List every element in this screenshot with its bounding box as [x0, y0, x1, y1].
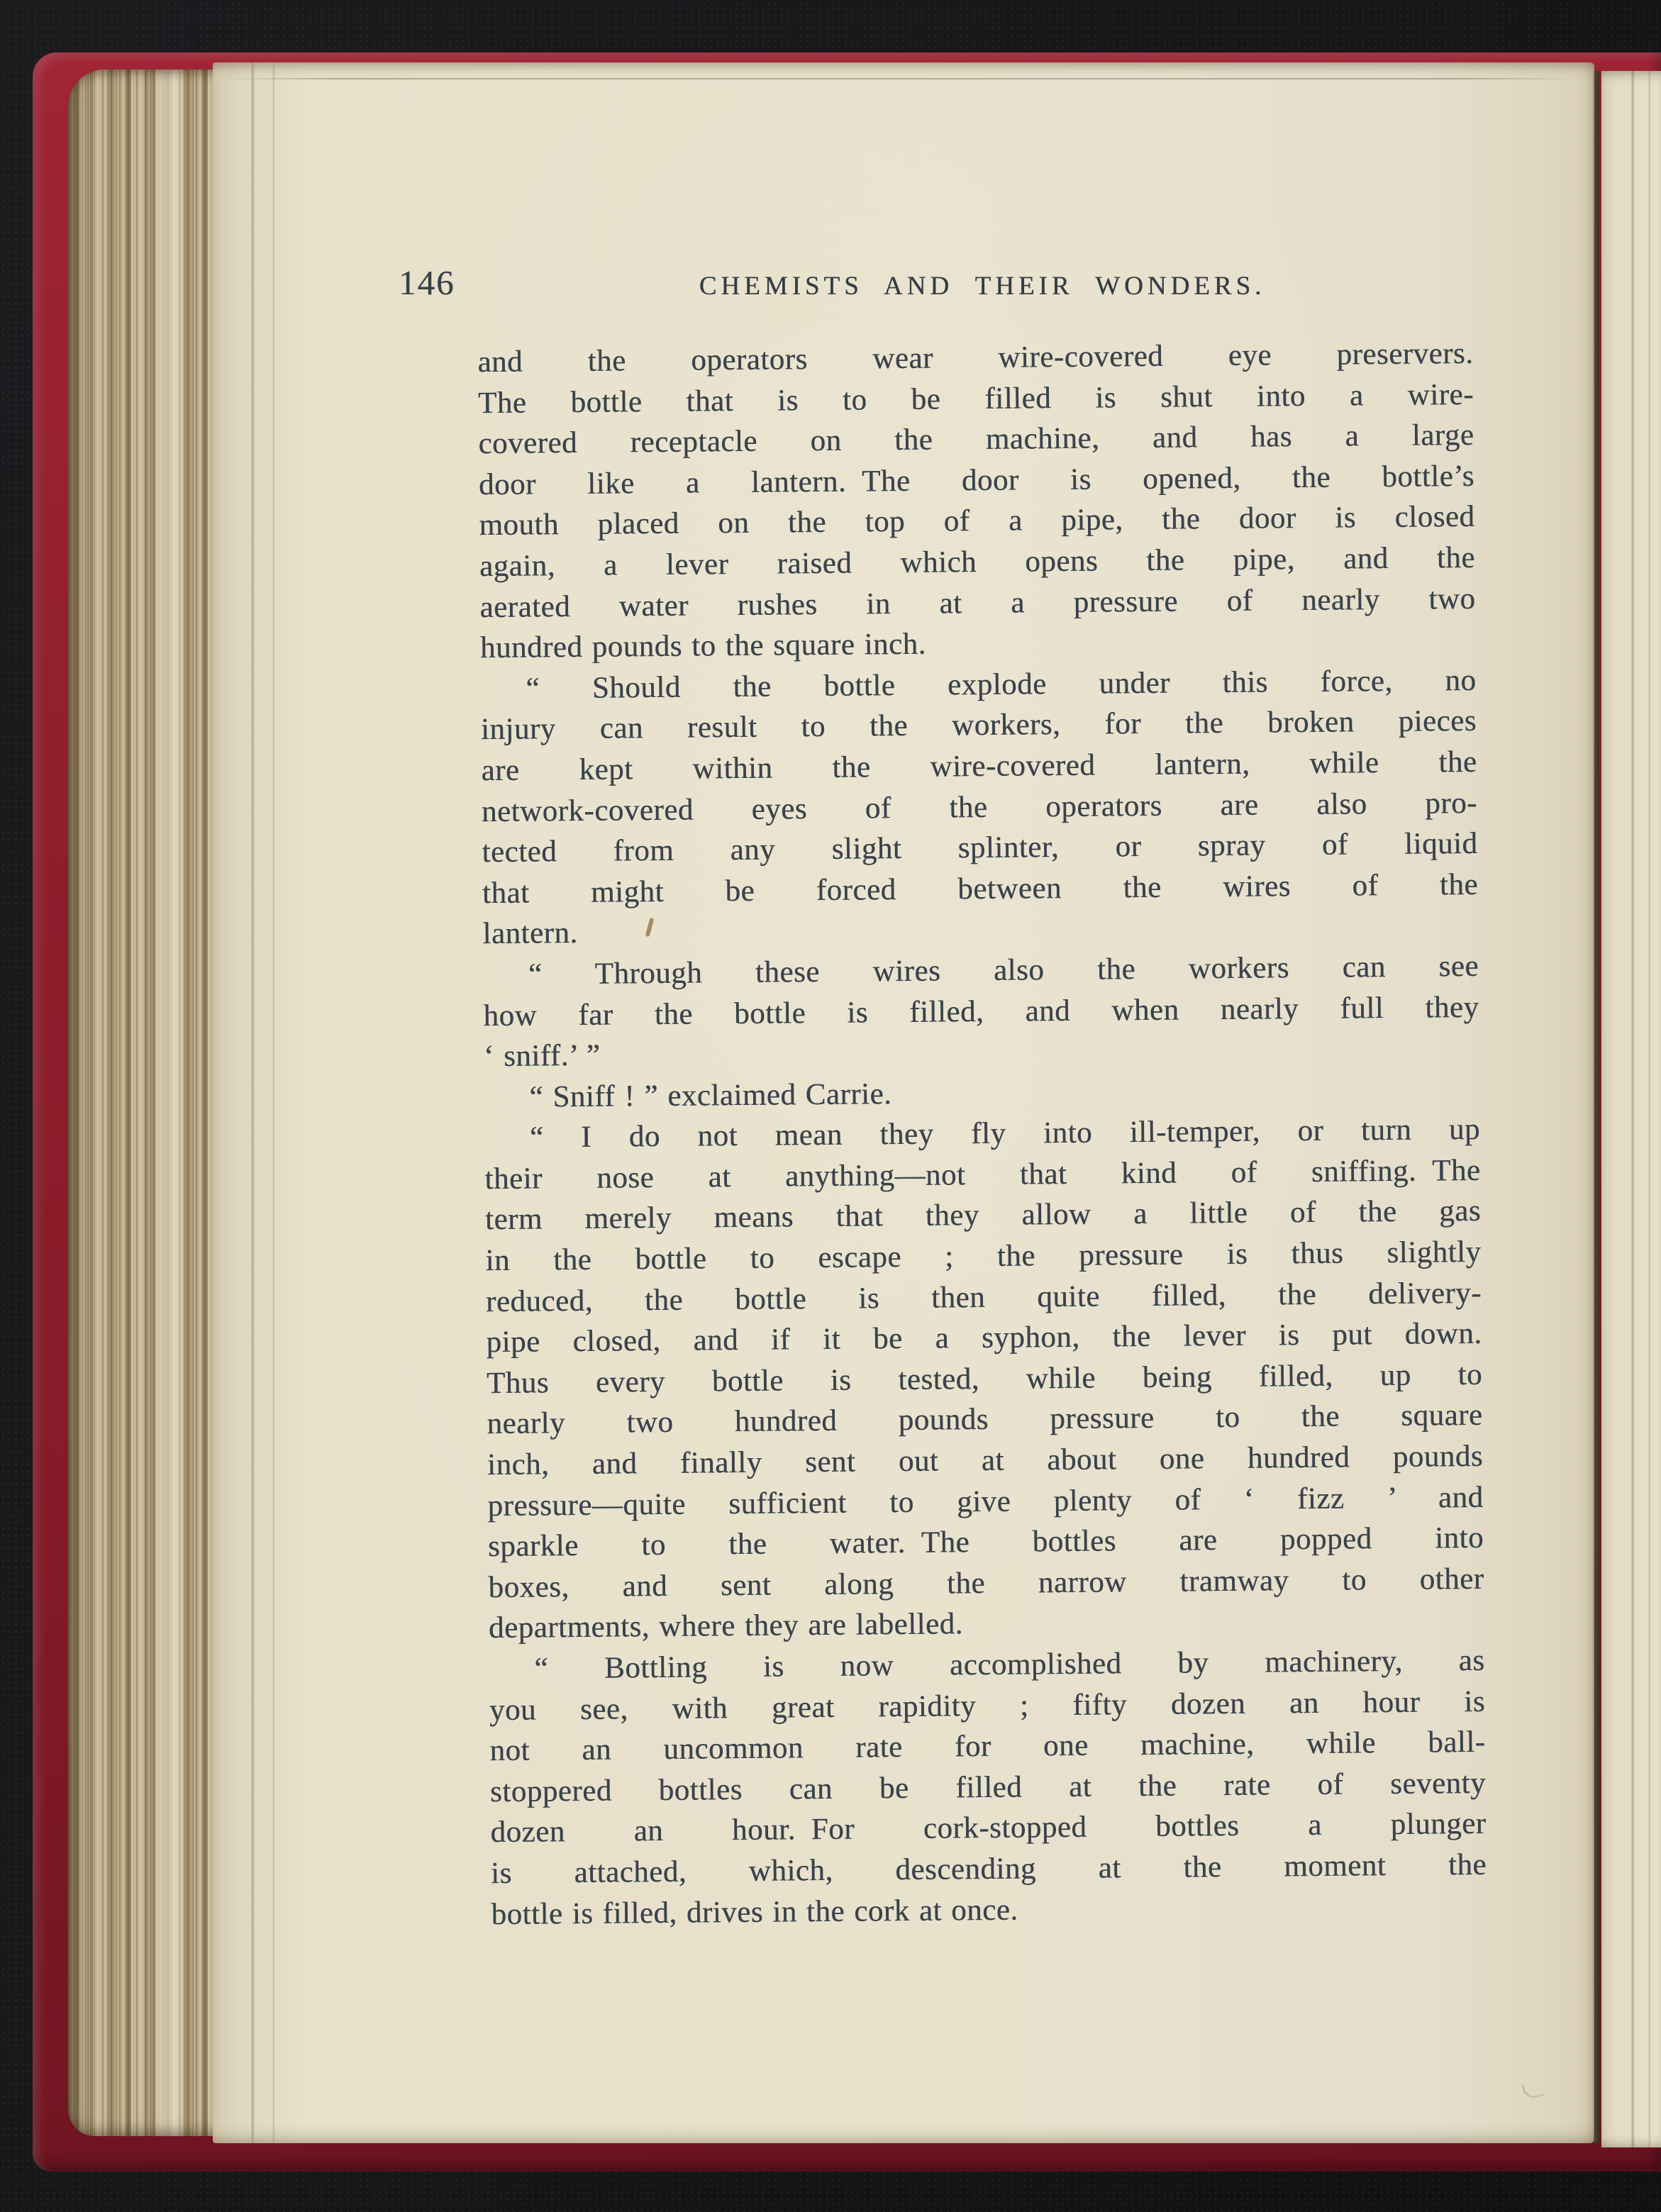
text-line: departments, where they are labelled.: [488, 1607, 964, 1645]
faint-squiggle-mark: [1522, 2080, 1545, 2100]
text-line: aerated water rushes in at a pressure of nearly two: [479, 582, 1476, 624]
text-line: hundred pounds to the square inch.: [479, 627, 927, 665]
text-line: and the operators wear wire-covered eye preservers.: [477, 336, 1474, 379]
text-line: dozen an hour. For cork-stopped bottles a plunger: [490, 1807, 1487, 1850]
text-line: pipe closed, and if it be a syphon, the lever is put down.: [486, 1317, 1482, 1360]
text-line: pressure—quite sufficient to give plenty of ‘ fizz ’ and: [487, 1480, 1484, 1523]
body-text: [477, 333, 1487, 1935]
text-line: stoppered bottles can be filled at the rate of seventy: [489, 1766, 1487, 1808]
text-line: mouth placed on the top of a pipe, the door is closed: [479, 500, 1475, 543]
text-line: again, a lever raised which opens the pipe, and the: [479, 540, 1476, 584]
text-line: is attached, which, descending at the moment the: [490, 1847, 1487, 1891]
text-line: The bottle that is to be filled is shut into a wire-: [477, 377, 1474, 420]
page-number: 146: [399, 263, 455, 302]
text-line: how far the bottle is filled, and when nearly full they: [483, 990, 1479, 1033]
text-line: are kept within the wire-covered lantern, while the: [481, 745, 1477, 788]
text-line: network-covered eyes of the operators are also pro-: [481, 786, 1478, 828]
text-line: that might be forced between the wires of the: [482, 867, 1479, 910]
text-line: term merely means that they allow a little of the gas: [484, 1194, 1482, 1237]
text-line: covered receptacle on the machine, and has a large: [478, 418, 1474, 461]
text-line: “ Sniff ! ” exclaimed Carrie.: [529, 1077, 892, 1114]
text-line: Thus every bottle is tested, while being filled, up to: [486, 1357, 1483, 1400]
text-line: tected from any slight splinter, or spray of liquid: [482, 827, 1478, 869]
text-line: “ Should the bottle explode under this force, no: [526, 663, 1477, 706]
text-line: sparkle to the water. The bottles are popped into: [487, 1521, 1484, 1564]
book-page-stack-fore-edge: [68, 70, 233, 2136]
text-line: “ Through these wires also the workers can see: [528, 949, 1479, 991]
page-top-edge-line: [223, 78, 1577, 79]
text-line: in the bottle to escape ; the pressure is thus slightly: [485, 1235, 1482, 1278]
page-gutter: [1593, 71, 1601, 2143]
text-line: “ I do not mean they fly into ill-temper, or turn up: [529, 1113, 1481, 1155]
facing-page-sliver: [1601, 71, 1661, 2147]
text-line: ‘ sniff.’ ”: [483, 1038, 601, 1074]
text-line: bottle is filled, drives in the cork at once.: [491, 1893, 1018, 1931]
book-page: [213, 62, 1594, 2143]
text-line: nearly two hundred pounds pressure to the square: [487, 1399, 1483, 1441]
running-header: CHEMISTS AND THEIR WONDERS.: [699, 272, 1266, 301]
text-line: door like a lantern. The door is opened, the bottle’s: [478, 459, 1475, 501]
text-line: their nose at anything—not that kind of sniffing. The: [484, 1153, 1481, 1196]
text-line: reduced, the bottle is then quite filled, the delivery-: [485, 1276, 1482, 1318]
text-line: boxes, and sent along the narrow tramway to other: [488, 1562, 1484, 1604]
text-line: injury can result to the workers, for the broken pieces: [480, 704, 1477, 747]
text-line: lantern.: [482, 916, 578, 951]
text-line: inch, and finally sent out at about one hundred pounds: [487, 1439, 1484, 1482]
text-line: you see, with great rapidity ; fifty dozen an hour is: [489, 1684, 1486, 1727]
text-line: “ Bottling is now accomplished by machinery, as: [534, 1643, 1485, 1686]
text-line: not an uncommon rate for one machine, while ball-: [489, 1725, 1486, 1768]
page-curvature-lines: [213, 62, 312, 2143]
